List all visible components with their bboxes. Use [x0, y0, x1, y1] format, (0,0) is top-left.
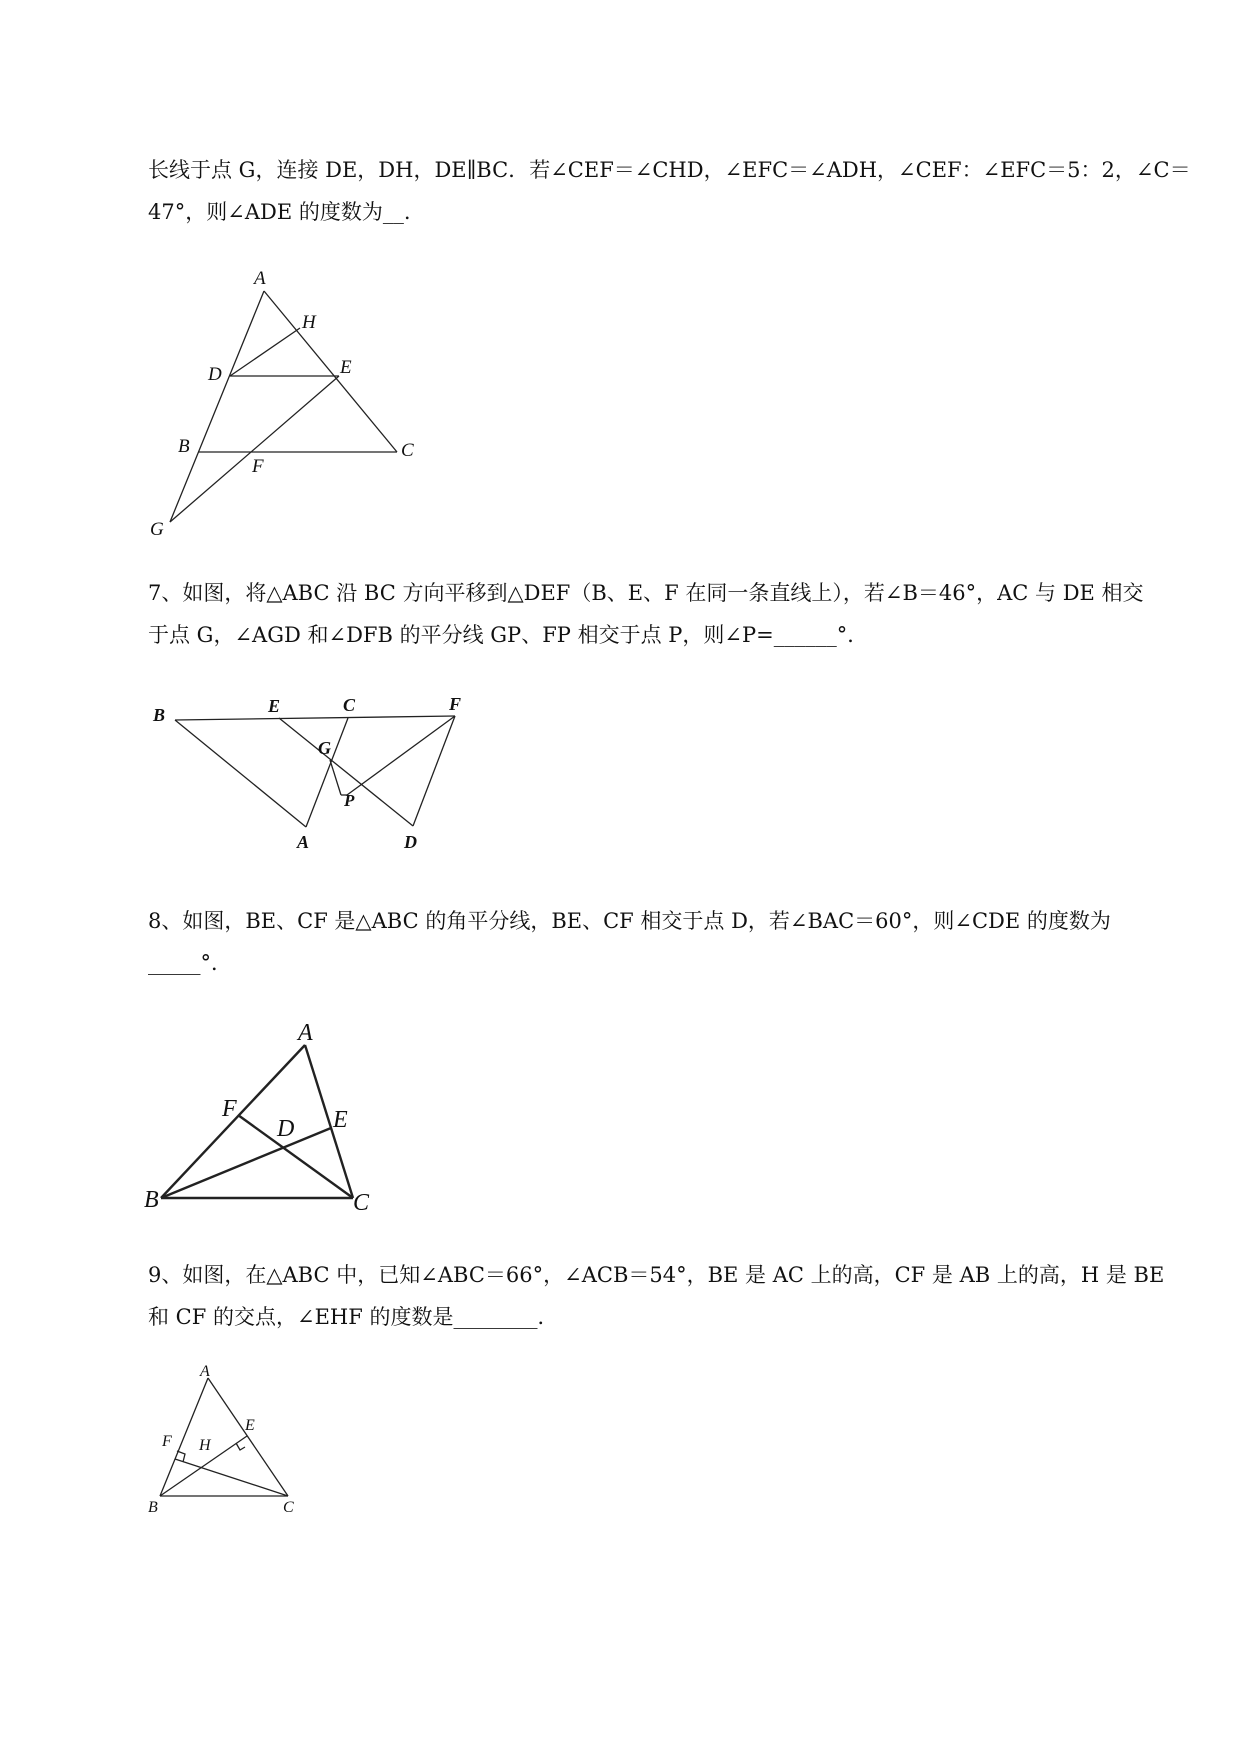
label-P: P — [344, 791, 355, 810]
problem9-text-line1: 9、如图，在△ABC 中，已知∠ABC＝66°，∠ACB＝54°，BE 是 AC 上的高，CF 是 AB 上的高，H 是 BE — [148, 1263, 1165, 1287]
label-E: E — [340, 357, 352, 378]
label-D: D — [404, 832, 417, 852]
problem6-text-line1: 长线于点 G，连接 DE，DH，DE∥BC．若∠CEF＝∠CHD，∠EFC＝∠ADH，∠CEF：∠EFC＝5：2，∠C＝ — [148, 158, 1191, 182]
label-C: C — [283, 1499, 294, 1516]
label-C: C — [343, 695, 356, 715]
problem8-text-line2: _____°． — [148, 951, 232, 975]
label-C: C — [353, 1190, 370, 1216]
label-A: A — [254, 268, 266, 289]
label-H: H — [302, 312, 316, 333]
label-F: F — [449, 694, 462, 714]
label-D: D — [208, 364, 222, 385]
problem9-text-line2: 和 CF 的交点，∠EHF 的度数是________． — [148, 1305, 559, 1329]
right-angle-mark-E — [236, 1443, 245, 1450]
label-D: D — [277, 1116, 295, 1142]
label-F: F — [252, 456, 264, 477]
label-E: E — [333, 1107, 348, 1133]
segment-CF — [175, 1459, 288, 1496]
label-B: B — [144, 1187, 159, 1213]
label-A: A — [297, 832, 310, 852]
problem8-text-line1: 8、如图，BE、CF 是△ABC 的角平分线，BE、CF 相交于点 D，若∠BAC＝60°，则∠CDE 的度数为 — [148, 909, 1111, 933]
label-F: F — [222, 1096, 237, 1122]
label-B: B — [153, 705, 166, 725]
problem7-text-line2: 于点 G，∠AGD 和∠DFB 的平分线 GP、FP 相交于点 P，则∠P=______°． — [148, 623, 869, 647]
label-C: C — [401, 440, 414, 461]
label-B: B — [178, 436, 190, 457]
label-G: G — [318, 738, 331, 758]
label-A: A — [200, 1363, 210, 1380]
label-G: G — [150, 519, 164, 540]
problem6-text-line2: 47°，则∠ADE 的度数为__. — [148, 200, 411, 224]
problem7-text-line1: 7、如图，将△ABC 沿 BC 方向平移到△DEF（B、E、F 在同一条直线上），若∠B＝46°，AC 与 DE 相交 — [148, 581, 1144, 605]
label-H: H — [199, 1437, 211, 1454]
label-B: B — [148, 1499, 158, 1516]
label-E: E — [268, 696, 281, 716]
label-F: F — [162, 1433, 172, 1450]
segment-AC — [208, 1378, 288, 1496]
label-E: E — [245, 1417, 255, 1434]
label-A: A — [298, 1020, 313, 1046]
